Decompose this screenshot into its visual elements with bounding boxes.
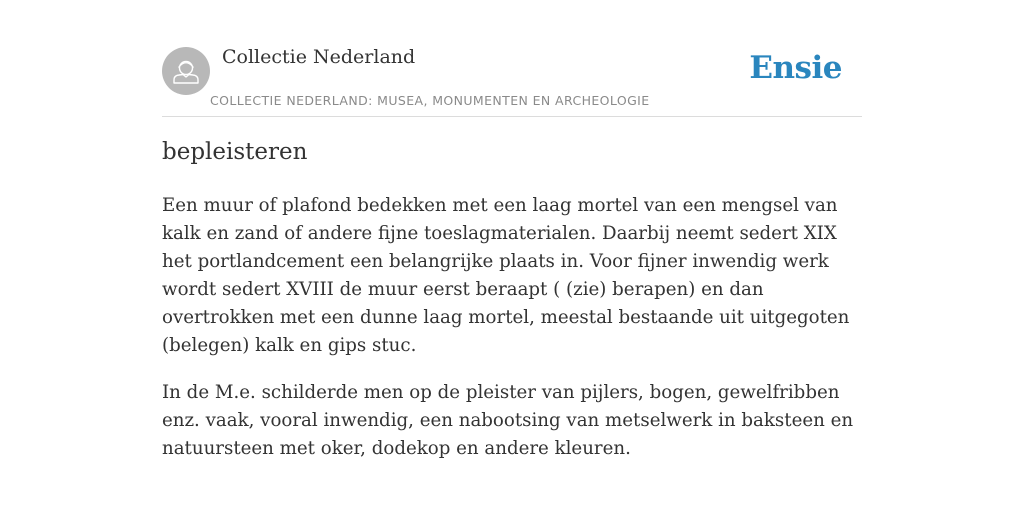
entry-content [162,192,862,482]
author-avatar[interactable] [162,47,210,95]
user-icon [162,47,210,95]
author-subtitle: COLLECTIE NEDERLAND: MUSEA, MONUMENTEN EN ARCHEOLOGIE [210,93,650,108]
page [162,0,862,459]
author-link[interactable]: Collectie Nederland [222,46,416,68]
brand-logo[interactable]: Ensie [749,50,842,86]
entry-paragraph: Een muur of plafond bedekken met een laag mortel van een mengsel van kalk en zand of andere fijne toeslagmaterialen. Daarbij neemt sedert XIX het portlandcement een belangrijke plaats in. Voor fijner inwendig werk wordt sedert XVIII de muur eerst beraapt ( (zie) berapen) en dan overtrokken met een dunne laag mortel, meestal bestaande uit uitgegoten (belegen) kalk en gips stuc. [162,195,850,356]
entry-title: bepleisteren [162,139,308,165]
header [162,0,862,117]
entry-paragraph: In de M.e. schilderde men op de pleister van pijlers, bogen, gewelfribben enz. vaak, vooral inwendig, een nabootsing van metselwerk in baksteen en natuursteen met oker, dodekop en andere kleuren. [162,382,854,459]
